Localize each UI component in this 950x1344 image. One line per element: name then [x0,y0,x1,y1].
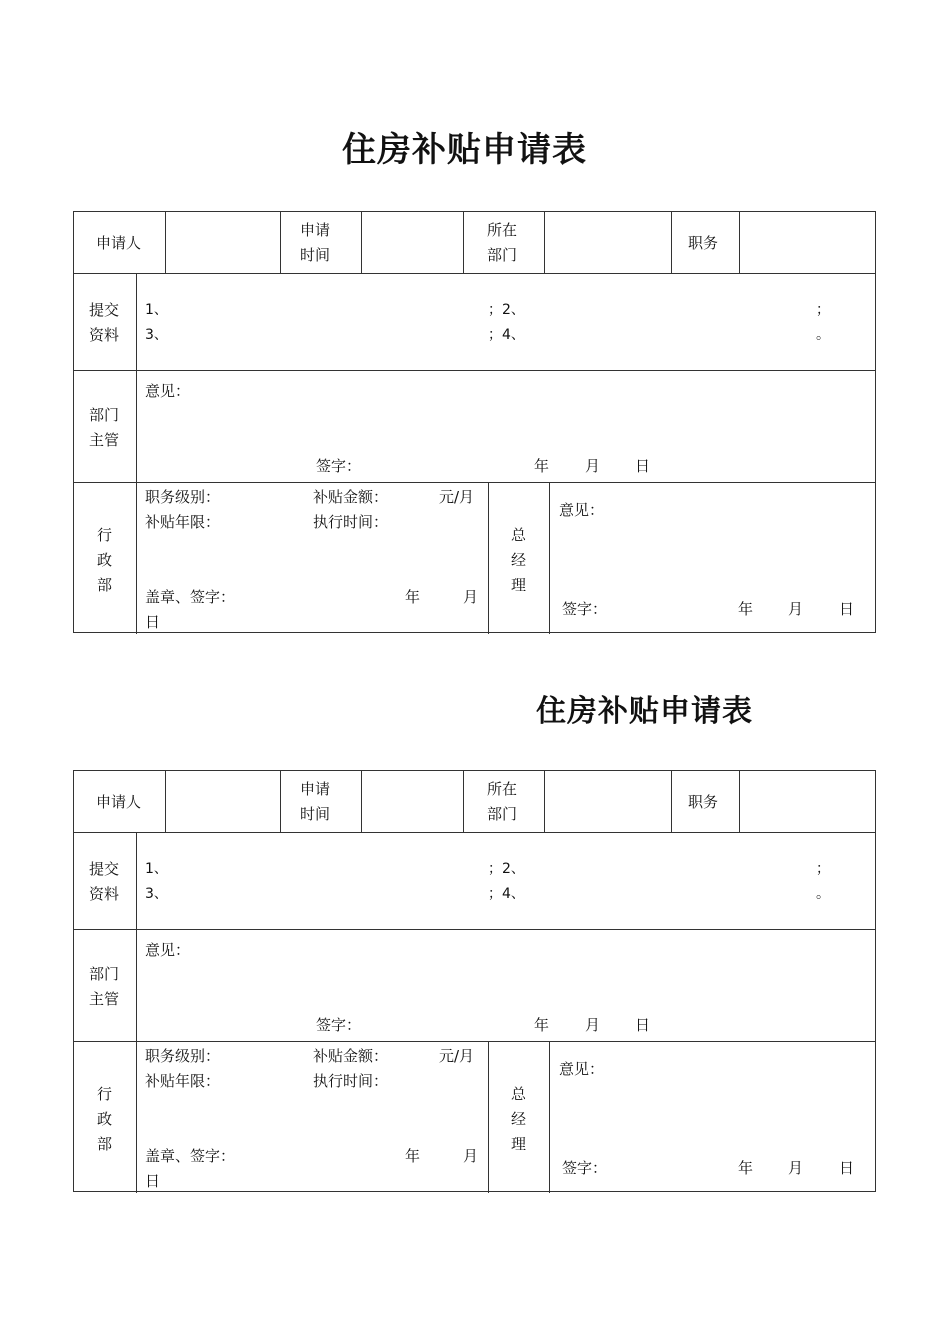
dept-head-day: 日 [635,1016,651,1034]
dept-head-opinion[interactable]: 意见： [145,941,191,959]
material-item-3[interactable]: 3、 [145,327,168,343]
department-label: 所在 部门 [487,780,518,823]
col-divider [488,1041,489,1193]
gm-opinion[interactable]: 意见： [559,1060,605,1078]
dept-head-day: 日 [635,457,651,475]
dept-head-sign[interactable]: 签字： [316,457,362,475]
col-divider [136,273,137,634]
dept-head-year: 年 [534,1016,550,1034]
apply-time-field[interactable] [362,772,462,831]
col-divider [671,212,672,273]
gm-opinion[interactable]: 意见： [559,501,605,519]
material-item-2[interactable]: ；2、 [488,302,525,318]
admin-level[interactable]: 职务级别： [145,1047,221,1065]
material-item-4-end: 。 [816,886,830,902]
col-divider [136,832,137,1193]
dept-head-month: 月 [585,1016,601,1034]
col-divider [280,212,281,273]
gm-label: 总 经 理 [511,526,527,594]
material-item-4[interactable]: ；4、 [488,886,525,902]
admin-exec-time[interactable]: 执行时间： [313,513,389,531]
admin-level[interactable]: 职务级别： [145,488,221,506]
admin-unit: 元/月 [439,1047,475,1065]
materials-label: 提交 资料 [89,301,120,344]
admin-years[interactable]: 补贴年限： [145,1072,221,1090]
applicant-field[interactable] [166,772,279,831]
department-label: 所在 部门 [487,221,518,264]
material-item-2-end: ； [816,861,830,877]
row-divider [74,370,875,371]
admin-day: 日 [145,1172,161,1190]
subsidy-application-form [73,211,876,633]
admin-dept-label: 行 政 部 [97,1085,113,1153]
admin-amount[interactable]: 补贴金额： [313,488,389,506]
row-divider [74,832,875,833]
department-field[interactable] [545,772,670,831]
position-label: 职务 [688,793,719,811]
admin-exec-time[interactable]: 执行时间： [313,1072,389,1090]
gm-day: 日 [839,1159,855,1177]
admin-month: 月 [463,588,479,606]
col-divider [549,1041,550,1193]
dept-head-label: 部门 主管 [89,406,120,449]
department-field[interactable] [545,213,670,272]
admin-seal-sign[interactable]: 盖章、签字： [145,1147,236,1165]
material-item-3[interactable]: 3、 [145,886,168,902]
row-divider [74,1041,875,1042]
dept-head-opinion[interactable]: 意见： [145,382,191,400]
apply-time-field[interactable] [362,213,462,272]
admin-years[interactable]: 补贴年限： [145,513,221,531]
admin-year: 年 [405,1147,421,1165]
form-title: 住房补贴申请表 [536,694,753,729]
row-divider [74,273,875,274]
admin-seal-sign[interactable]: 盖章、签字： [145,588,236,606]
col-divider [463,771,464,832]
material-item-2-end: ； [816,302,830,318]
row-divider [74,482,875,483]
admin-dept-label: 行 政 部 [97,526,113,594]
gm-year: 年 [738,600,754,618]
material-item-4[interactable]: ；4、 [488,327,525,343]
gm-month: 月 [788,600,804,618]
col-divider [280,771,281,832]
admin-amount[interactable]: 补贴金额： [313,1047,389,1065]
position-field[interactable] [740,213,875,272]
materials-label: 提交 资料 [89,860,120,903]
gm-year: 年 [738,1159,754,1177]
form-title: 住房补贴申请表 [342,130,587,170]
admin-month: 月 [463,1147,479,1165]
material-item-4-end: 。 [816,327,830,343]
admin-day: 日 [145,613,161,631]
apply-time-label: 申请 时间 [300,780,331,823]
gm-sign[interactable]: 签字： [562,600,608,618]
dept-head-year: 年 [534,457,550,475]
subsidy-application-form [73,770,876,1192]
col-divider [549,482,550,634]
material-item-2[interactable]: ；2、 [488,861,525,877]
dept-head-sign[interactable]: 签字： [316,1016,362,1034]
applicant-label: 申请人 [96,234,142,252]
gm-label: 总 经 理 [511,1085,527,1153]
gm-month: 月 [788,1159,804,1177]
row-divider [74,929,875,930]
col-divider [671,771,672,832]
col-divider [463,212,464,273]
position-field[interactable] [740,772,875,831]
admin-year: 年 [405,588,421,606]
dept-head-month: 月 [585,457,601,475]
material-item-1[interactable]: 1、 [145,302,168,318]
col-divider [488,482,489,634]
applicant-field[interactable] [166,213,279,272]
material-item-1[interactable]: 1、 [145,861,168,877]
position-label: 职务 [688,234,719,252]
dept-head-label: 部门 主管 [89,965,120,1008]
apply-time-label: 申请 时间 [300,221,331,264]
gm-sign[interactable]: 签字： [562,1159,608,1177]
gm-day: 日 [839,600,855,618]
applicant-label: 申请人 [96,793,142,811]
admin-unit: 元/月 [439,488,475,506]
